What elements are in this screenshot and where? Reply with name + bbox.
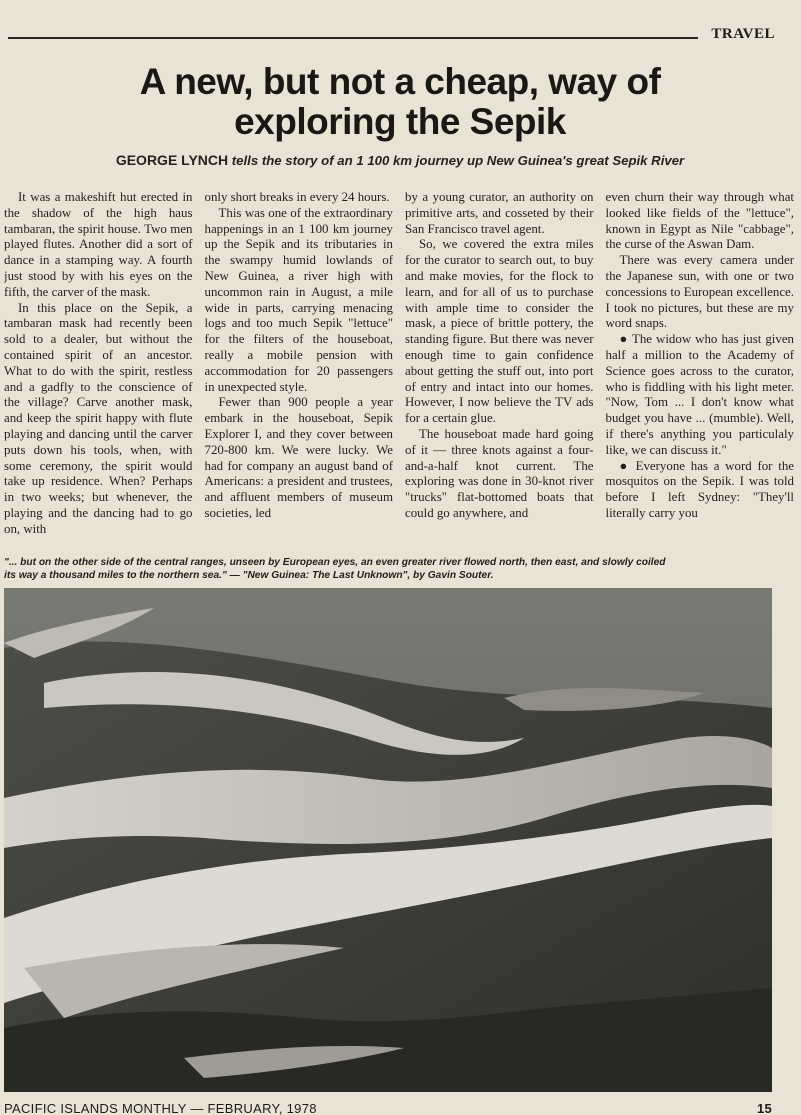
paragraph: Fewer than 900 people a year embark in the houseboat, Sepik Explorer I, and they cover between 720-800 km. We were lucky. We had for company an august band of Americans: a president and trustees, and affluent members of museum societies, led (204, 395, 393, 520)
paragraph: In this place on the Sepik, a tambaran mask had recently been sold to a dealer, but without the contained spirit of an ancestor. What to do with the spirit, restless and a gadfly to the conscience of the village? Carve another mask, and keep the spirit happy with flute playing and dancing until the carver puts down his tools, when, with some ceremony, the spirit would take up residence. When? Perhaps in two weeks; but whenever, the playing and the dancing had to go on, with (4, 300, 193, 536)
caption-line-2: its way a thousand miles to the northern sea." — "New Guinea: The Last Unknown", by Gavin Souter. (4, 570, 494, 581)
section-label: TRAVEL (711, 26, 775, 42)
headline-line-2: exploring the Sepik (234, 101, 566, 142)
paragraph: by a young curator, an authority on primitive arts, and cosseted by their San Francisco travel agent. (405, 190, 594, 236)
paragraph: The houseboat made hard going of it — three knots against a four-and-a-half knot current. The exploring was done in 30-knot river "trucks" flat-bottomed boats that could go anywhere, and (405, 426, 594, 520)
paragraph: ● Everyone has a word for the mosquitos on the Sepik. I was told before I left Sydney: "They'll literally carry you (605, 458, 794, 520)
headline (40, 62, 760, 142)
subheadline (20, 152, 780, 168)
article-body (4, 190, 794, 560)
author-byline: GEORGE LYNCH (115, 152, 229, 168)
paragraph: It was a makeshift hut erected in the shadow of the high haus tambaran, the spirit house. Two men played flutes. Another did a sort of dance in a stamping way. A fourth just stood by with his eyes on the fifth, the carver of the mask. (4, 190, 193, 299)
paragraph: So, we covered the extra miles for the curator to search out, to buy and make movies, for the flock to learn, and for all of us to purchase with ample time to consider the mask, a piece of brittle pottery, the standing figure. But there was never enough time to gain confidence about getting the stuff out, into port of entry and intact into our homes. However, I now believe the TV ads for a certain glue. (405, 237, 594, 426)
header-rule (8, 37, 698, 39)
article-column-4 (606, 190, 795, 560)
subheadline-text: tells the story of an 1 100 km journey up New Guinea's great Sepik River (228, 153, 685, 168)
page-number: 15 (756, 1101, 772, 1115)
article-column-1 (4, 190, 193, 560)
paragraph: ● The widow who has just given half a million to the Academy of Science goes across to the curator, who is fiddling with his light meter. "Now, Tom ... I don't know what budget you have ... (mumble). Well, if there's anything you particulaly like, we can discuss it." (605, 332, 794, 457)
article-column-3 (405, 190, 594, 560)
aerial-river-photo (4, 588, 772, 1092)
photo-caption (4, 556, 794, 582)
headline-line-1: A new, but not a cheap, way of (139, 61, 661, 102)
publication-footer: PACIFIC ISLANDS MONTHLY — FEBRUARY, 1978 (4, 1101, 317, 1115)
caption-line-1: "... but on the other side of the central ranges, unseen by European eyes, an even greater river flowed north, then east, and slowly coiled (4, 557, 666, 568)
paragraph: only short breaks in every 24 hours. (204, 190, 390, 204)
paragraph: even churn their way through what looked like fields of the "lettuce", known in Egypt as Nile "cabbage", the curse of the Aswan Dam. (605, 190, 794, 252)
page-footer (4, 1101, 794, 1115)
paragraph: This was one of the extraordinary happenings in an 1 100 km journey up the Sepik and its tributaries in the swampy humid lowlands of New Guinea, a river high with uncommon rain in August, a mile wide in parts, carrying menacing logs and too much Sepik "lettuce" for the filters of the houseboat, really a mobile pension with accommodation for 20 passengers in unexpected style. (204, 205, 393, 394)
paragraph: There was every camera under the Japanese sun, with one or two concessions to European excellence. I took no pictures, but these are my word snaps. (605, 253, 794, 331)
river-landscape-image (4, 588, 772, 1092)
article-column-2 (205, 190, 394, 560)
